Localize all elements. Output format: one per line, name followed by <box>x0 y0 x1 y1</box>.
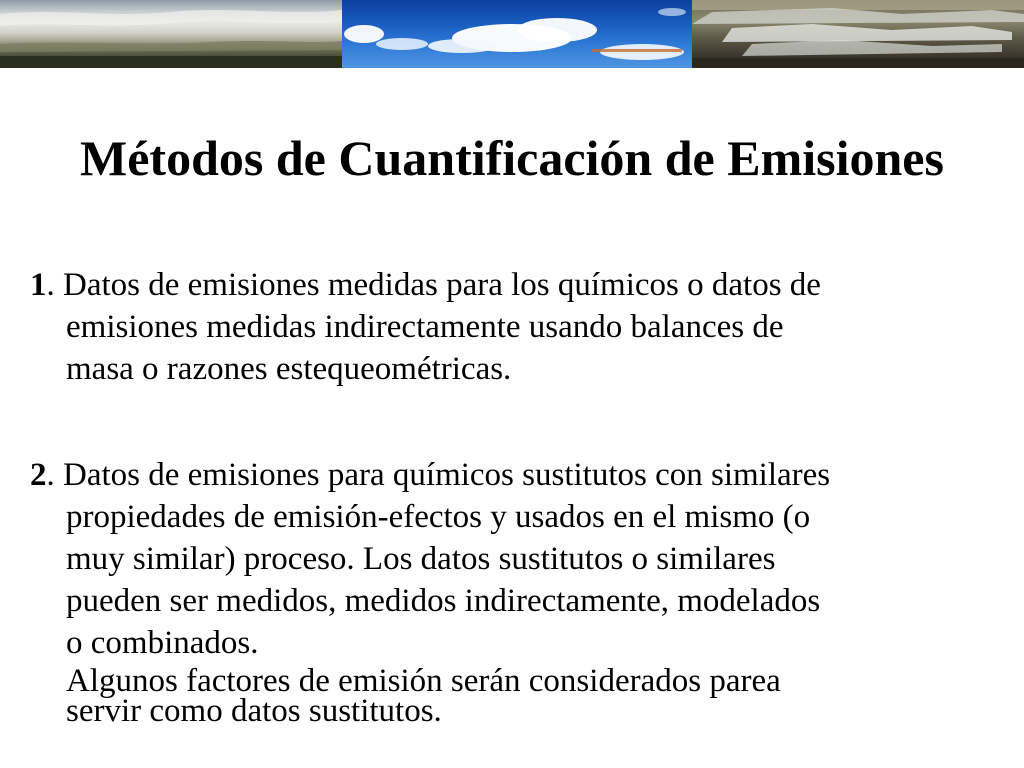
note-line-2: servir como datos sustitutos. <box>66 693 442 729</box>
landscape-photo <box>0 0 342 68</box>
list-item-2-number: 2 <box>30 457 47 493</box>
list-item-2-line-4: pueden ser medidos, medidos indirectamente, modelados <box>66 583 821 619</box>
list-item-2 <box>30 454 1010 664</box>
list-item-1-line-2: emisiones medidas indirectamente usando balances de <box>66 309 784 345</box>
list-item-2-line-2: propiedades de emisión-efectos y usados en el mismo (o <box>66 499 811 535</box>
list-item-2-line-3: muy similar) proceso. Los datos sustitutos o similares <box>66 541 776 577</box>
header-banner <box>0 0 1024 68</box>
slide-title: Métodos de Cuantificación de Emisiones <box>80 130 944 186</box>
list-item-1-number: 1 <box>30 267 47 303</box>
list-item-1-line-3: masa o razones estequeométricas. <box>66 351 512 387</box>
list-item-1 <box>30 264 1010 390</box>
list-item-1-line-1: 1. Datos de emisiones medidas para los químicos o datos de <box>30 267 821 303</box>
list-item-2-line-1: 2. Datos de emisiones para químicos sustitutos con similares <box>30 457 831 493</box>
note-line-1: Algunos factores de emisión serán considerados parea <box>66 663 781 699</box>
sky-clouds-photo <box>342 0 692 68</box>
waterfall-photo <box>692 0 1024 68</box>
note-paragraph <box>66 663 1006 729</box>
list-item-2-line-5: o combinados. <box>66 625 259 661</box>
